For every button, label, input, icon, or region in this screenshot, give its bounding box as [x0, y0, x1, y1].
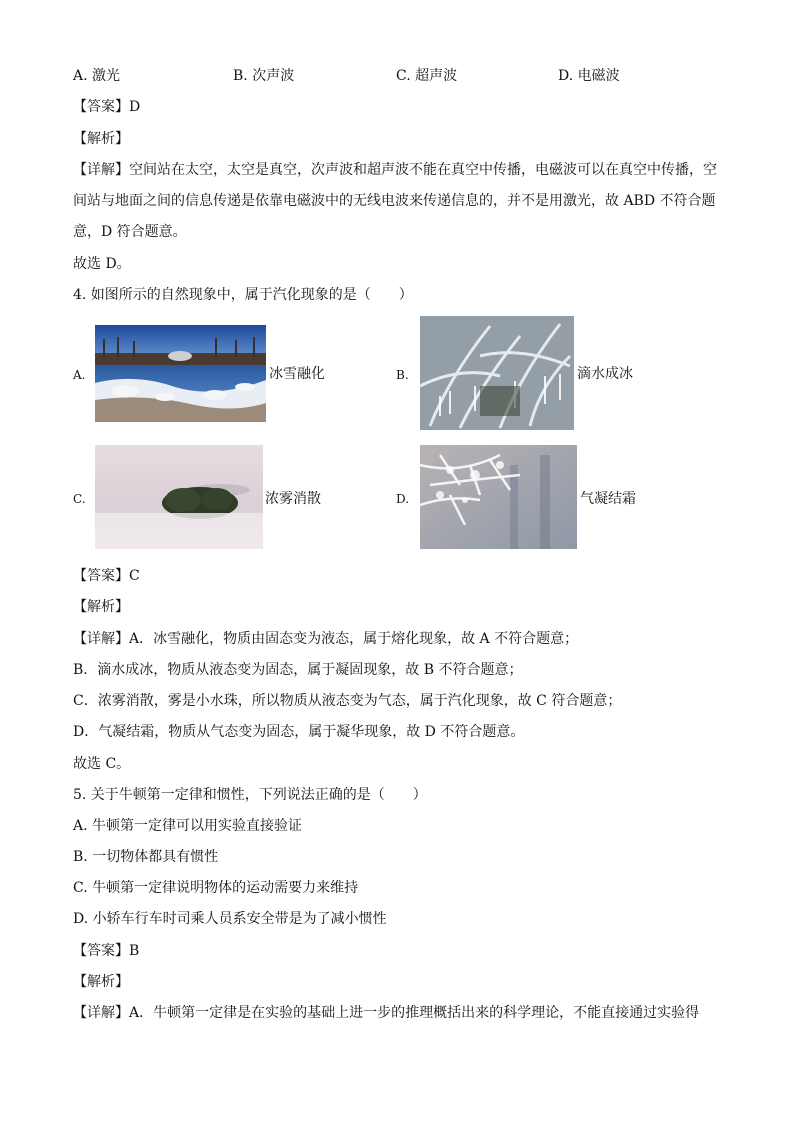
q3-detail-line-1: 【详解】空间站在太空，太空是真空，次声波和超声波不能在真空中传播，电磁波可以在真空中传播，空: [73, 162, 717, 178]
frost-image: [420, 445, 577, 549]
q3-detail-line-3: 意，D 符合题意。: [73, 224, 187, 240]
q4-detail-a: 【详解】A．冰雪融化，物质由固态变为液态，属于熔化现象，故 A 不符合题意；: [73, 631, 579, 647]
q5-option-a: A. 牛顿第一定律可以用实验直接验证: [73, 818, 303, 834]
q4-option-a-letter: A.: [73, 368, 86, 382]
fog-image: [95, 445, 263, 549]
q4-detail-c: C．浓雾消散，雾是小水珠，所以物质从液态变为气态，属于汽化现象，故 C 符合题意；: [73, 693, 622, 709]
q5-analysis-heading: 【解析】: [73, 974, 129, 990]
q3-analysis-heading: 【解析】: [73, 131, 129, 147]
q5-stem: 5. 关于牛顿第一定律和惯性，下列说法正确的是（ ）: [73, 787, 427, 803]
q4-conclusion: 故选 C。: [73, 756, 131, 772]
q4-answer: 【答案】C: [73, 568, 140, 584]
q4-option-b-caption: 滴水成冰: [577, 366, 633, 382]
q4-analysis-heading: 【解析】: [73, 599, 129, 615]
q3-conclusion: 故选 D。: [73, 256, 131, 272]
q5-option-d: D. 小轿车行车时司乘人员系安全带是为了减小惯性: [73, 911, 387, 927]
q4-option-a-caption: 冰雪融化: [269, 366, 325, 382]
q3-answer: 【答案】D: [73, 99, 141, 115]
q4-option-c-caption: 浓雾消散: [265, 491, 321, 507]
q3-option-a: A. 激光: [73, 68, 121, 84]
q5-detail-a: 【详解】A．牛顿第一定律是在实验的基础上进一步的推理概括出来的科学理论，不能直接通过实验得: [73, 1005, 700, 1021]
q4-option-d-letter: D.: [396, 492, 410, 506]
q3-option-d: D. 电磁波: [558, 68, 620, 84]
q4-option-b-letter: B.: [396, 368, 409, 382]
q3-option-c: C. 超声波: [396, 68, 458, 84]
q5-option-b: B. 一切物体都具有惯性: [73, 849, 219, 865]
q3-option-b: B. 次声波: [233, 68, 295, 84]
q4-detail-b: B．滴水成冰，物质从液态变为固态，属于凝固现象，故 B 不符合题意；: [73, 662, 523, 678]
icicles-image: [420, 316, 574, 430]
q4-option-c-letter: C.: [73, 492, 86, 506]
q5-answer: 【答案】B: [73, 943, 140, 959]
q4-detail-d: D．气凝结霜，物质从气态变为固态，属于凝华现象，故 D 不符合题意。: [73, 724, 525, 740]
q3-detail-line-2: 间站与地面之间的信息传递是依靠电磁波中的无线电波来传递信息的，并不是用激光，故 ABD 不符合题: [73, 193, 716, 209]
ice-melting-image: [95, 325, 266, 422]
q5-option-c: C. 牛顿第一定律说明物体的运动需要力来维持: [73, 880, 359, 896]
q4-option-d-caption: 气凝结霜: [580, 491, 636, 507]
q4-stem: 4. 如图所示的自然现象中，属于汽化现象的是（ ）: [73, 287, 413, 303]
